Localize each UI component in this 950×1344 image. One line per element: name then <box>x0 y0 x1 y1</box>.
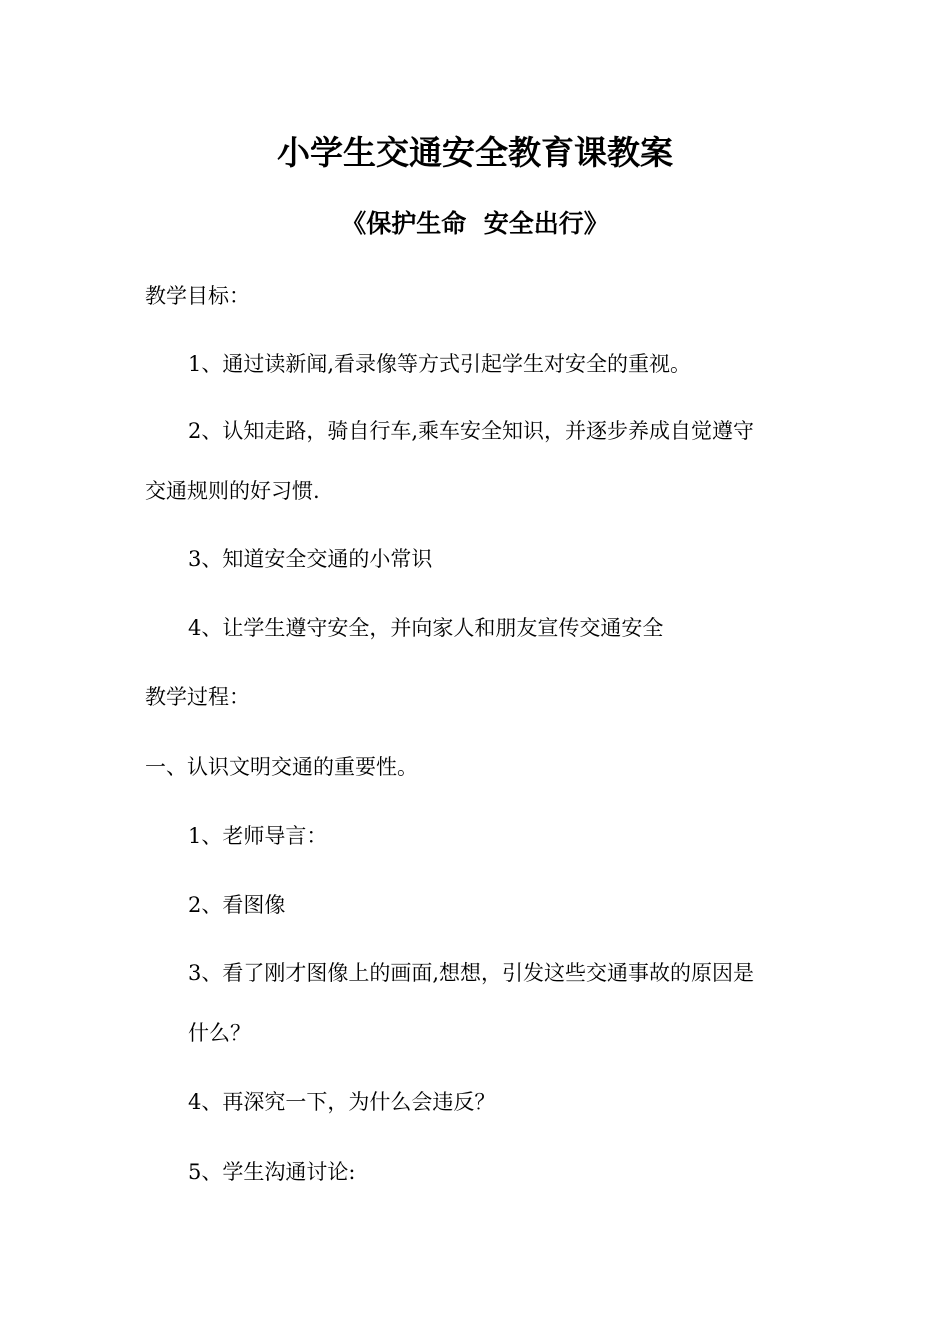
process-part-1: 一、认识文明交通的重要性。 <box>145 755 418 779</box>
process-step-3-continued: 什么？ <box>188 1021 251 1045</box>
process-step-2: 2、看图像 <box>188 893 286 917</box>
objective-item-2: 2、认知走路，骑自行车,乘车安全知识，并逐步养成自觉遵守 <box>188 419 755 443</box>
objective-item-3: 3、知道安全交通的小常识 <box>188 547 433 571</box>
section-heading-objectives: 教学目标： <box>145 284 250 308</box>
objective-item-4: 4、让学生遵守安全，并向家人和朋友宣传交通安全 <box>188 616 664 640</box>
objective-item-1: 1、通过读新闻,看录像等方式引起学生对安全的重视。 <box>188 352 692 376</box>
process-step-1: 1、老师导言： <box>188 824 328 848</box>
process-step-4: 4、再深究一下，为什么会违反？ <box>188 1090 496 1114</box>
process-step-3: 3、看了刚才图像上的画面,想想，引发这些交通事故的原因是 <box>188 961 755 985</box>
document-title: 小学生交通安全教育课教案 <box>277 133 673 172</box>
process-step-5: 5、学生沟通讨论: <box>188 1160 356 1184</box>
document-subtitle: 《保护生命 安全出行》 <box>341 209 609 238</box>
section-heading-process: 教学过程： <box>145 685 250 709</box>
objective-item-2-continued: 交通规则的好习惯. <box>145 479 320 503</box>
